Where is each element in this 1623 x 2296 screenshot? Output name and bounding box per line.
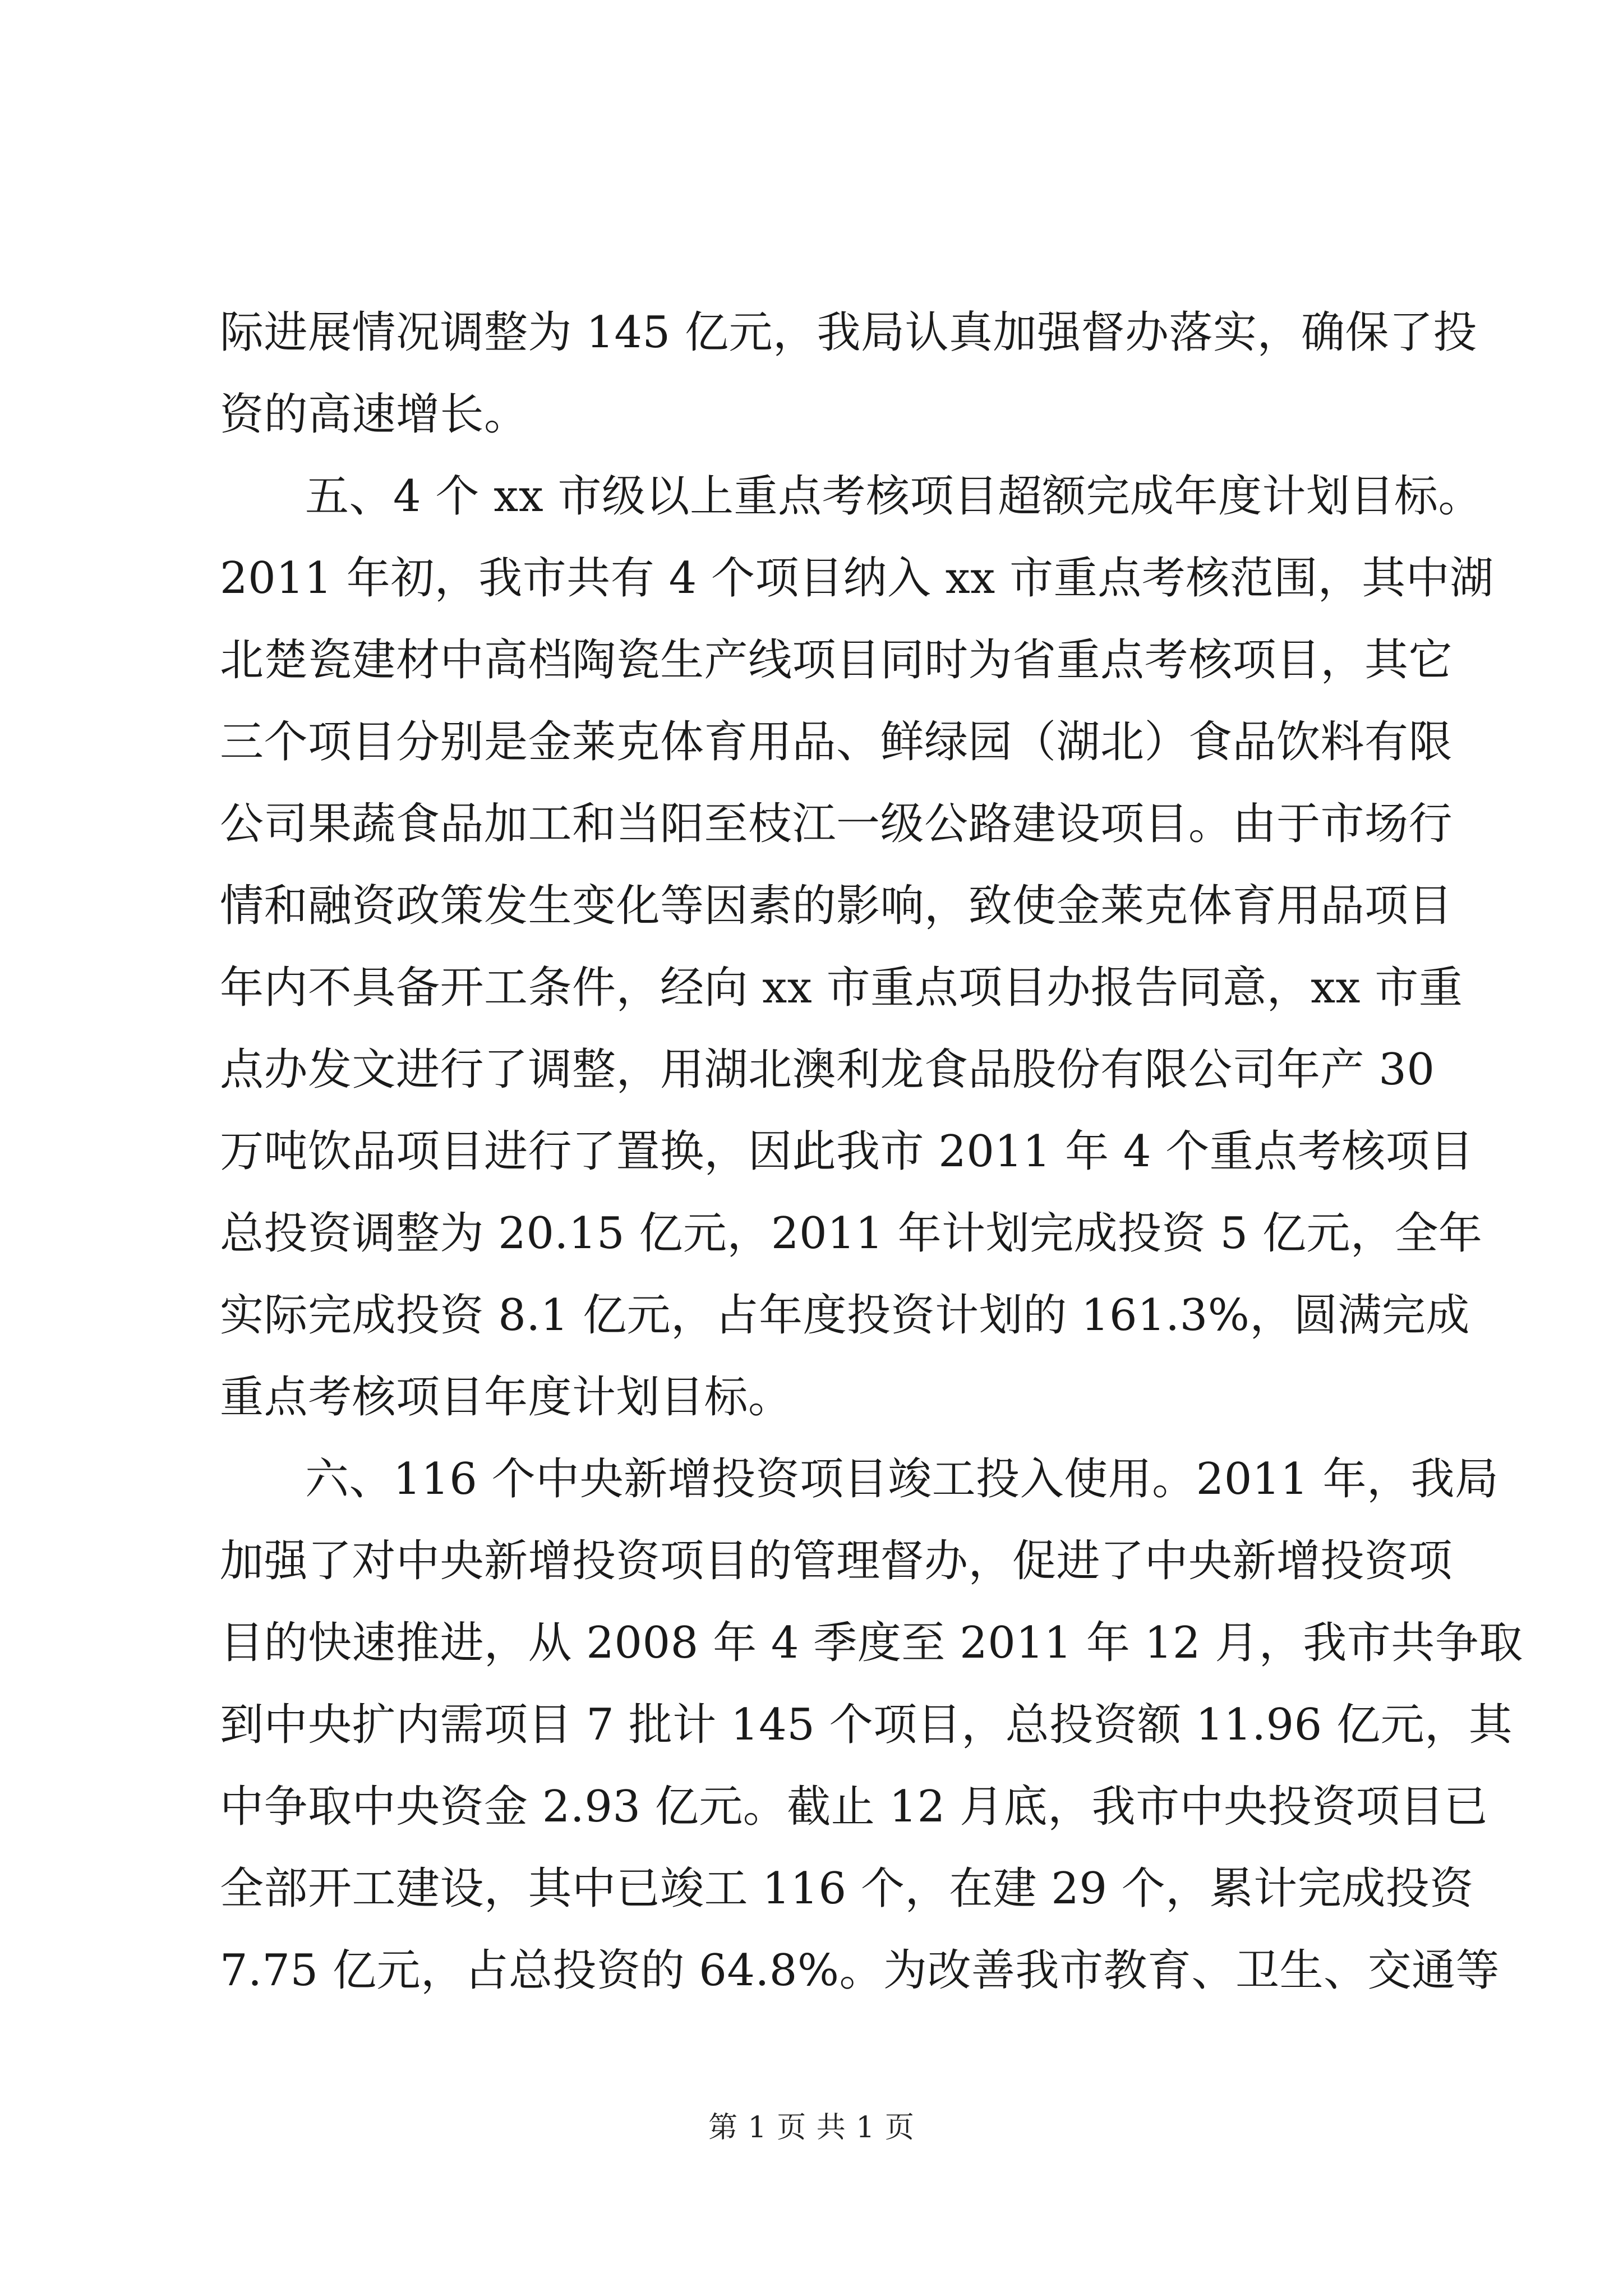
text-line: 总投资调整为 20.15 亿元，2011 年计划完成投资 5 亿元，全年	[220, 1208, 1483, 1259]
text-line: 加强了对中央新增投资项目的管理督办，促进了中央新增投资项	[220, 1536, 1453, 1586]
text-line: 点办发文进行了调整，用湖北澳利龙食品股份有限公司年产 30	[220, 1045, 1435, 1095]
text-line: 实际完成投资 8.1 亿元，占年度投资计划的 161.3%，圆满完成	[220, 1290, 1470, 1341]
text-line: 三个项目分别是金莱克体育用品、鲜绿园（湖北）食品饮料有限	[220, 717, 1453, 767]
text-line: 全部开工建设，其中已竣工 116 个，在建 29 个，累计完成投资	[220, 1864, 1474, 1914]
text-line: 目的快速推进，从 2008 年 4 季度至 2011 年 12 月，我市共争取	[220, 1618, 1523, 1668]
text-line: 情和融资政策发生变化等因素的影响，致使金莱克体育用品项目	[220, 881, 1453, 931]
section-heading-line: 六、116 个中央新增投资项目竣工投入使用。2011 年，我局	[305, 1454, 1499, 1504]
text-line: 重点考核项目年度计划目标。	[220, 1372, 792, 1423]
text-line: 年内不具备开工条件，经向 xx 市重点项目办报告同意，xx 市重	[220, 963, 1463, 1013]
text-line: 公司果蔬食品加工和当阳至枝江一级公路建设项目。由于市场行	[220, 799, 1453, 849]
text-line: 北楚瓷建材中高档陶瓷生产线项目同时为省重点考核项目，其它	[220, 635, 1453, 685]
text-line: 际进展情况调整为 145 亿元，我局认真加强督办落实，确保了投	[220, 307, 1477, 358]
section-heading-line: 五、4 个 xx 市级以上重点考核项目超额完成年度计划目标。	[305, 471, 1482, 522]
document-body	[220, 292, 1523, 2012]
page-number-footer: 第 1 页 共 1 页	[708, 2111, 915, 2145]
text-line: 7.75 亿元，占总投资的 64.8%。为改善我市教育、卫生、交通等	[220, 1945, 1500, 1996]
text-line: 到中央扩内需项目 7 批计 145 个项目，总投资额 11.96 亿元，其	[220, 1700, 1513, 1750]
text-line: 中争取中央资金 2.93 亿元。截止 12 月底，我市中央投资项目已	[220, 1782, 1488, 1832]
text-line: 万吨饮品项目进行了置换，因此我市 2011 年 4 个重点考核项目	[220, 1126, 1474, 1177]
text-line: 2011 年初，我市共有 4 个项目纳入 xx 市重点考核范围，其中湖	[220, 553, 1494, 604]
text-line: 资的高速增长。	[220, 389, 528, 440]
